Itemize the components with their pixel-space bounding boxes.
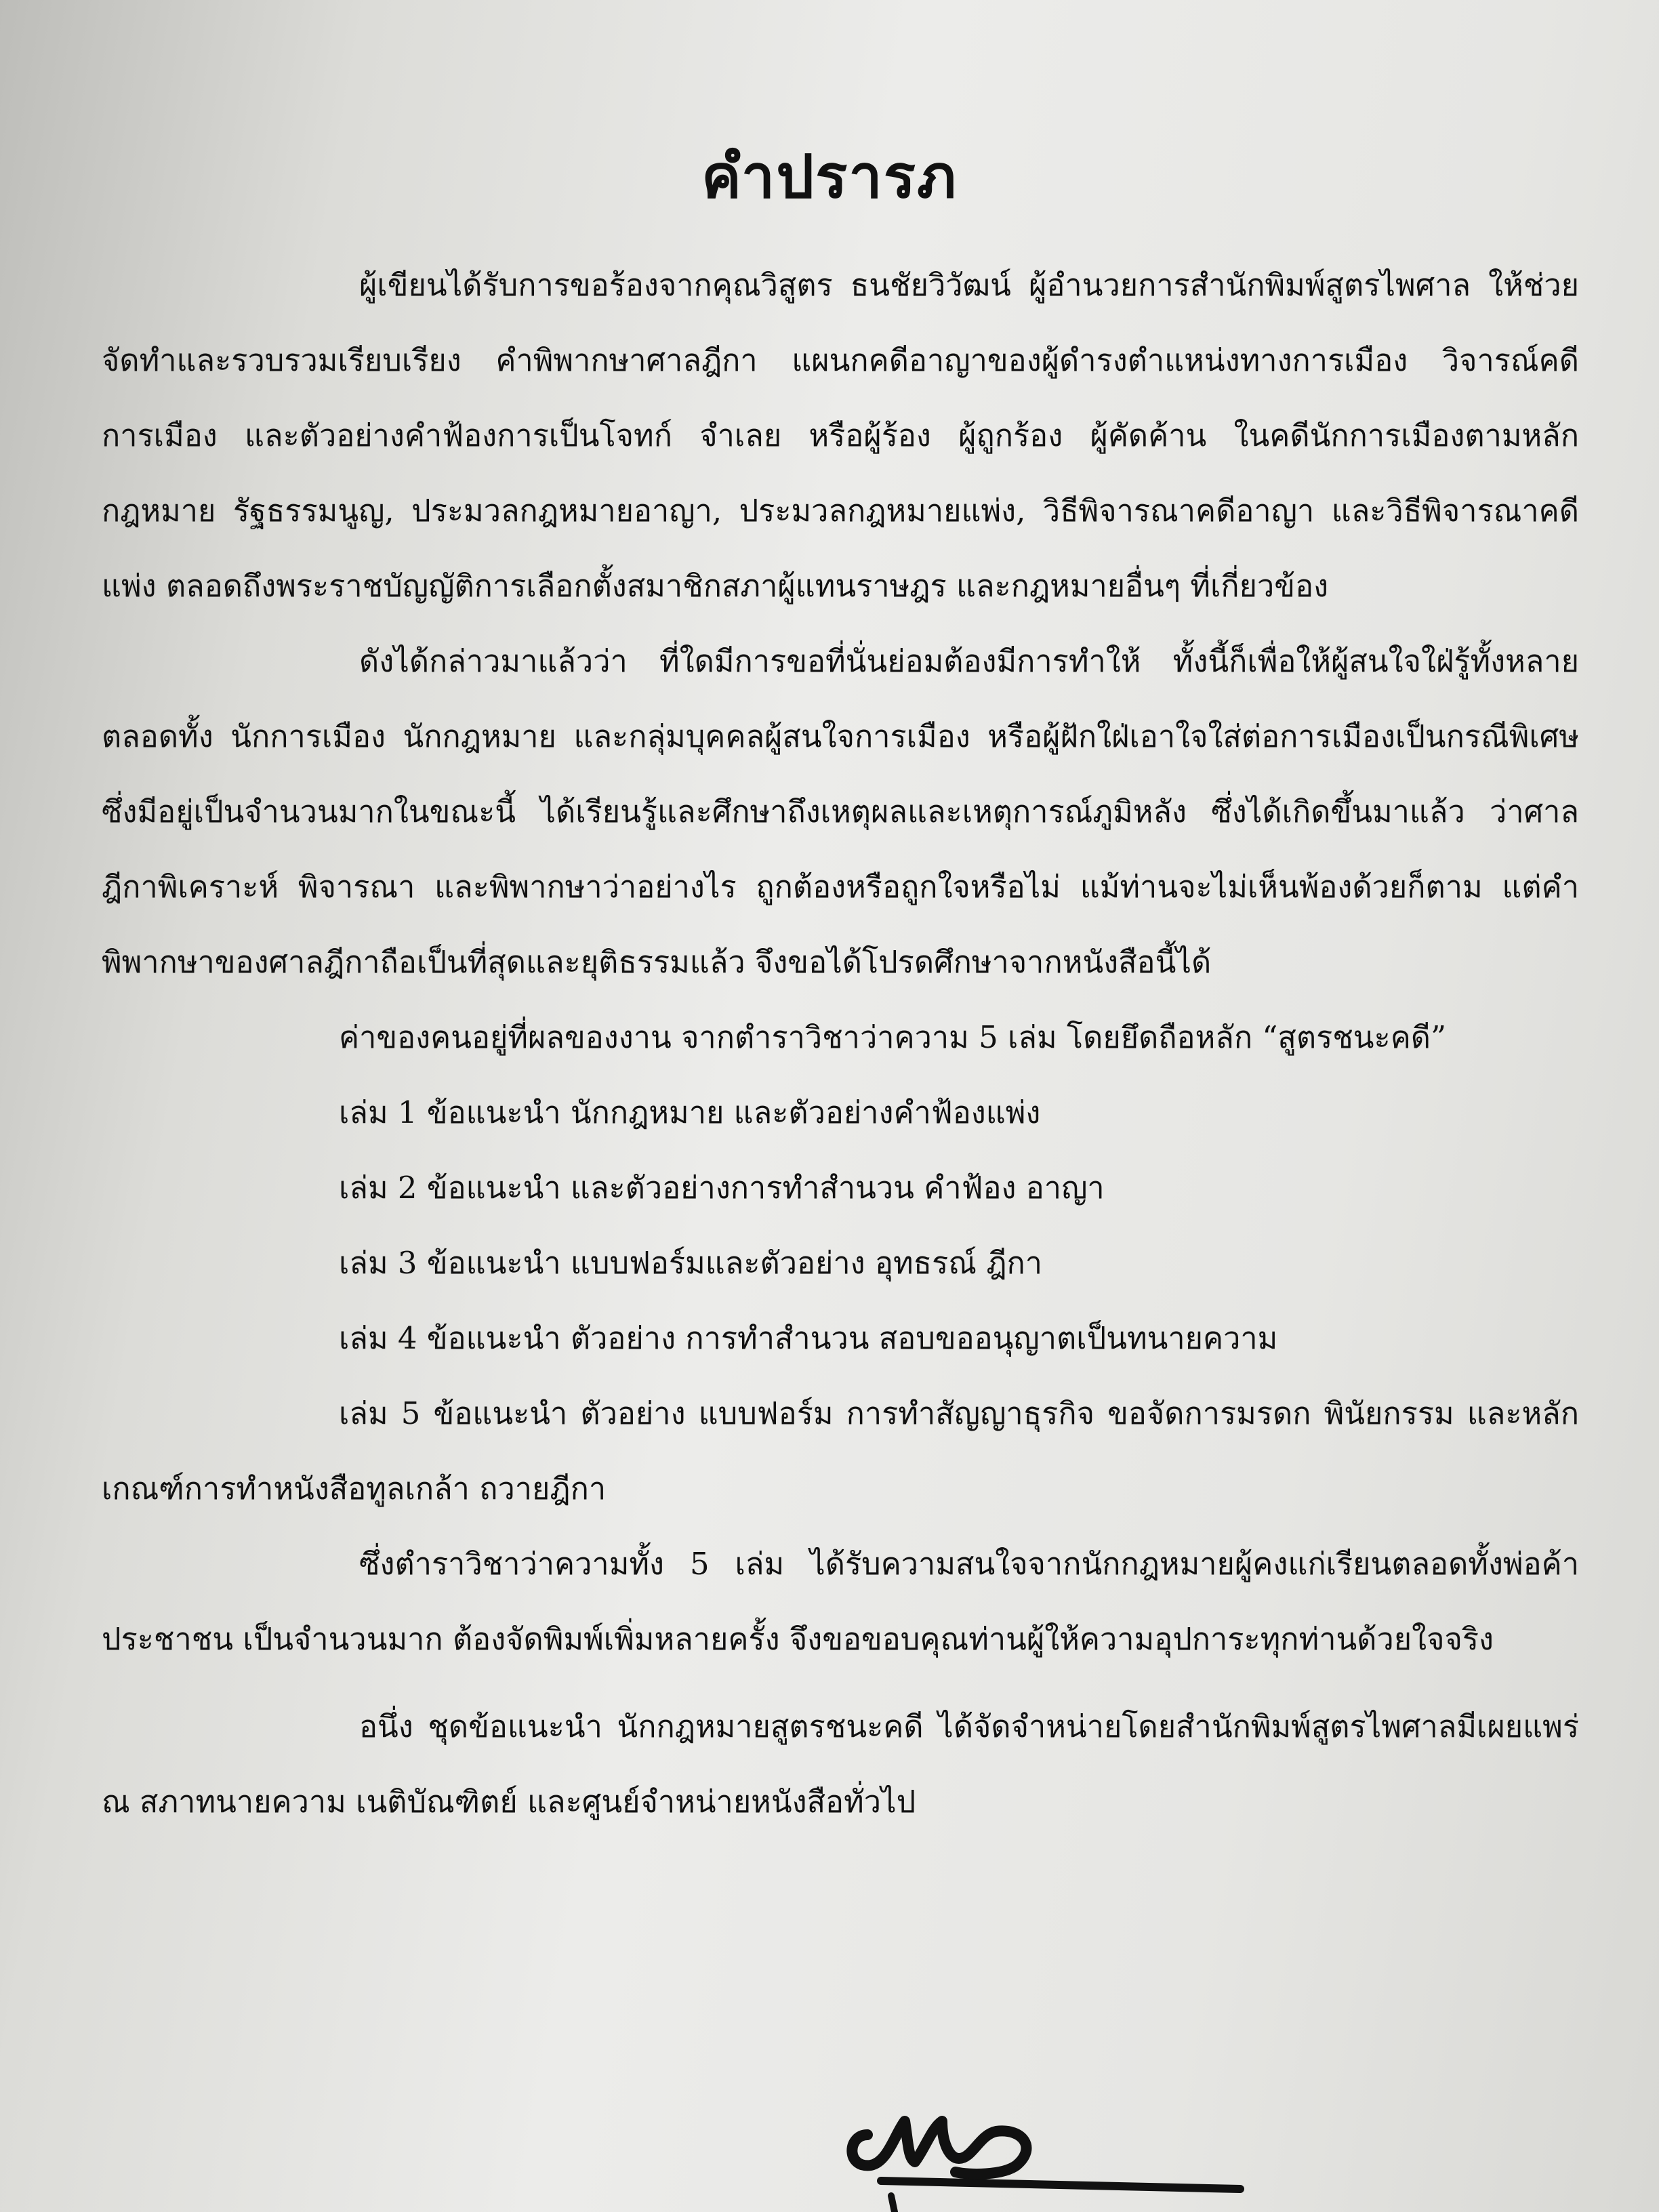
paragraph-thanks: ซึ่งตำราวิชาว่าความทั้ง 5 เล่ม ได้รับความสนใจจากนักกฎหมายผู้คงแก่เรียนตลอดทั้งพ่อค้าประชาชน เป็นจำนวนมาก ต้องจัดพิมพ์เพิ่มหลายครั้ง จึงขอขอบคุณท่านผู้ให้ความอุปการะทุกท่านด้วยใจจริง (102, 1546, 1579, 1657)
paragraph-purpose: ดังได้กล่าวมาแล้วว่า ที่ใดมีการขอที่นั่นย่อมต้องมีการทำให้ ทั้งนี้ก็เพื่อให้ผู้สนใจใฝ่รู้ทั้งหลายตลอดทั้ง นักการเมือง นักกฎหมาย และกลุ่มบุคคลผู้สนใจการเมือง หรือผู้ฝักใฝ่เอาใจใส่ต่อการเมืองเป็นกรณีพิเศษ ซึ่งมีอยู่เป็นจำนวนมากในขณะนี้ ได้เรียนรู้และศึกษาถึงเหตุผลและเหตุการณ์ภูมิหลัง ซึ่งได้เกิดขึ้นมาแล้ว ว่าศาลฎีกาพิเคราะห์ พิจารณา และพิพากษาว่าอย่างไร ถูกต้องหรือถูกใจหรือไม่ แม้ท่านจะไม่เห็นพ้องด้วยก็ตาม แต่คำพิพากษาของศาลฎีกาถือเป็นที่สุดและยุติธรรมแล้ว จึงขอได้โปรดศึกษาจากหนังสือนี้ได้ (102, 643, 1579, 980)
page-title: คำปรารภ (701, 141, 958, 211)
signature-mark (840, 2094, 1261, 2212)
volume-item-5: เล่ม 5 ข้อแนะนำ ตัวอย่าง แบบฟอร์ม การทำสัญญาธุรกิจ ขอจัดการมรดก พินัยกรรม และหลักเกณฑ์การทำหนังสือทูลเกล้า ถวายฎีกา (102, 1395, 1579, 1507)
volume-item: เล่ม 4 ข้อแนะนำ ตัวอย่าง การทำสำนวน สอบขออนุญาตเป็นทนายความ (339, 1320, 1278, 1356)
volume-item: เล่ม 1 ข้อแนะนำ นักกฎหมาย และตัวอย่างคำฟ้องแพ่ง (339, 1094, 1041, 1130)
document-body (102, 247, 1579, 1839)
volume-list (102, 1000, 1579, 1376)
paragraph-distribution: อนึ่ง ชุดข้อแนะนำ นักกฎหมายสูตรชนะคดี ได้จัดจำหน่ายโดยสำนักพิมพ์สูตรไพศาลมีเผยแพร่ ณ สภาทนายความ เนติบัณฑิตย์ และศูนย์จำหน่ายหนังสือทั่วไป (102, 1708, 1579, 1820)
volume-item: เล่ม 3 ข้อแนะนำ แบบฟอร์มและตัวอย่าง อุทธรณ์ ฎีกา (339, 1245, 1043, 1281)
paragraph-gap (102, 1677, 1579, 1689)
intro-line: ค่าของคนอยู่ที่ผลของงาน จากตำราวิชาว่าความ 5 เล่ม โดยยึดถือหลัก “สูตรชนะคดี” (339, 1019, 1447, 1055)
paragraph-request: ผู้เขียนได้รับการขอร้องจากคุณวิสูตร ธนชัยวิวัฒน์ ผู้อำนวยการสำนักพิมพ์สูตรไพศาล ให้ช่วยจัดทำและรวบรวมเรียบเรียง คำพิพากษาศาลฎีกา แผนกคดีอาญาของผู้ดำรงตำแหน่งทางการเมือง วิจารณ์คดีการเมือง และตัวอย่างคำฟ้องการเป็นโจทก์ จำเลย หรือผู้ร้อง ผู้ถูกร้อง ผู้คัดค้าน ในคดีนักการเมืองตามหลักกฎหมาย รัฐธรรมนูญ, ประมวลกฎหมายอาญา, ประมวลกฎหมายแพ่ง, วิธีพิจารณาคดีอาญา และวิธีพิจารณาคดีแพ่ง ตลอดถึงพระราชบัญญัติการเลือกตั้งสมาชิกสภาผู้แทนราษฎร และกฎหมายอื่นๆ ที่เกี่ยวข้อง (102, 267, 1579, 604)
volume-item: เล่ม 2 ข้อแนะนำ และตัวอย่างการทำสำนวน คำฟ้อง อาญา (339, 1170, 1105, 1206)
